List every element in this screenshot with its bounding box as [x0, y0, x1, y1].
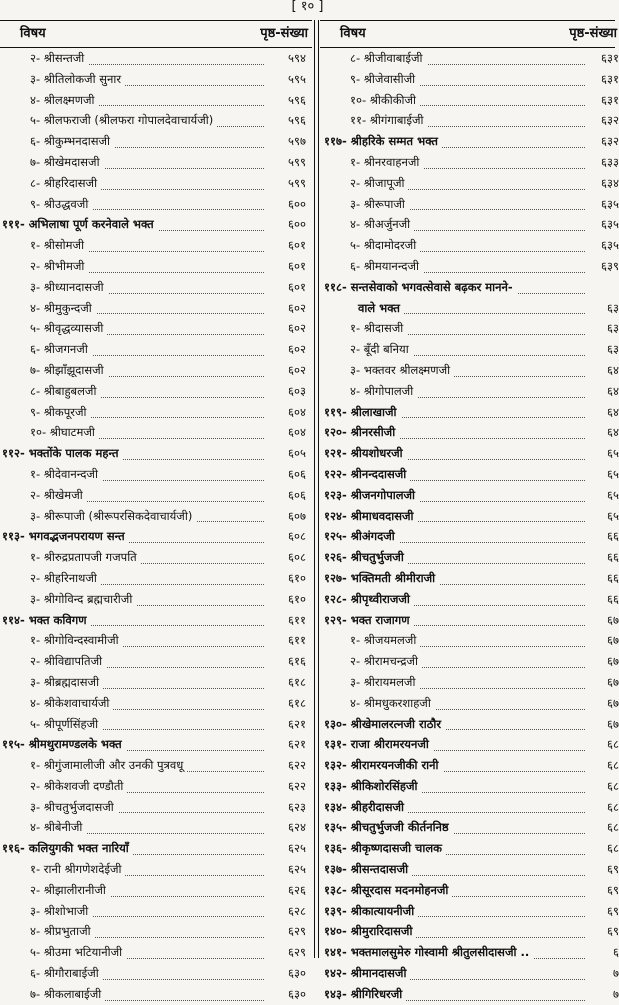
entry-page-number: ६०५ [288, 446, 306, 461]
toc-subentry [0, 152, 312, 173]
entry-title: ३- श्रीध्यानदासजी [30, 280, 108, 294]
toc-entry [320, 443, 619, 464]
entry-page-number: ६३१ [601, 92, 619, 107]
entry-title: १४२- श्रीमानदासजी [324, 966, 410, 980]
toc-subentry [0, 173, 312, 194]
entry-title: १३४- श्रीहरीदासजी [324, 800, 408, 814]
toc-subentry [0, 921, 312, 942]
entry-page-number: ६२४ [288, 820, 306, 835]
entry-page-number: ६५ [607, 466, 619, 481]
entry-page-number: ६०४ [288, 425, 306, 440]
toc-subentry [320, 235, 619, 256]
entry-page-number: ६ [613, 945, 619, 960]
entry-title: ५- श्रीउमा भटियानीजी [30, 945, 126, 959]
entry-title: ६- श्रीकुम्भनदासजी [30, 134, 114, 148]
entry-title: २- श्रीविद्यापतिजी [30, 654, 106, 668]
entry-page-number: ६३२ [601, 113, 619, 128]
entry-page-number: ६०१ [288, 279, 306, 294]
toc-entry [320, 589, 619, 610]
entry-page-number: ६१८ [288, 695, 306, 710]
entry-title: ३- श्रीरायमलजी [350, 675, 419, 689]
entry-title: १- रानी श्रीगणेशदेईजी [30, 862, 125, 876]
toc-entry [320, 817, 619, 838]
entry-title: ११२- भक्तोंके पालक महन्त [2, 446, 123, 460]
toc-entry [320, 984, 619, 1005]
entry-title: १३५- श्रीचतुर्भुजजी कीर्तननिष्ठ [324, 820, 453, 834]
entry-title: ९- श्रीकपूरजी [30, 405, 90, 419]
toc-subentry [320, 152, 619, 173]
entry-page-number: ६६ [607, 529, 619, 544]
entry-title: १२६- श्रीचतुर्भुजजी [324, 550, 408, 564]
toc-entry [320, 859, 619, 880]
entry-page-number: ६७ [607, 695, 619, 710]
toc-subentry [0, 131, 312, 152]
entry-page-number: ६३१ [601, 71, 619, 86]
entry-page-number: ६३ [607, 342, 619, 357]
toc-entry-continuation [320, 298, 619, 319]
toc-subentry [0, 402, 312, 423]
entry-page-number: ६९ [607, 862, 619, 877]
entry-title: १२३- श्रीजनगोपालजी [324, 488, 419, 502]
entry-title: ११४- भक्त कविगण [2, 613, 91, 627]
left-column-header [0, 20, 312, 48]
entry-page-number: ६५ [607, 508, 619, 523]
entry-page-number: ६८ [607, 820, 619, 835]
toc-subentry [0, 755, 312, 776]
entry-title: ३- श्रीतिलोकजी सुनार [30, 72, 125, 86]
entry-page-number: ७ [613, 966, 619, 981]
entry-title: ८- श्रीजीवाबाईजी [350, 51, 427, 65]
entry-page-number: ६३२ [601, 134, 619, 149]
toc-entry [320, 734, 619, 755]
entry-page-number: ६११ [288, 633, 306, 648]
entry-title: १३७- श्रीसन्तदासजी [324, 862, 412, 876]
entry-page-number: ६३३ [601, 154, 619, 169]
toc-subentry [320, 90, 619, 111]
entry-page-number: ६४ [607, 425, 619, 440]
entry-title: १०- श्रीघाटमजी [30, 425, 99, 439]
entry-page-number: ६६ [607, 570, 619, 585]
entry-page-number: ७ [613, 986, 619, 1001]
entry-page-number: ६२५ [288, 862, 306, 877]
entry-page-number: ६३० [288, 986, 306, 1001]
toc-subentry [0, 298, 312, 319]
toc-subentry [320, 339, 619, 360]
entry-page-number: ६९ [607, 882, 619, 897]
toc-entry [320, 547, 619, 568]
toc-subentry [0, 90, 312, 111]
entry-page-number: ६६ [607, 591, 619, 606]
entry-page-number: ६८ [607, 799, 619, 814]
toc-subentry [320, 110, 619, 131]
toc-subentry [0, 797, 312, 818]
entry-title: १३२- श्रीरामरयनजीकी रानी [324, 758, 443, 772]
entry-title: १- श्रीदासजी [350, 321, 407, 335]
entry-title: ४- श्रीलक्ष्मणजी [30, 93, 99, 107]
toc-entry [320, 776, 619, 797]
toc-entry [320, 838, 619, 859]
entry-page-number: ६२२ [288, 778, 306, 793]
entry-title: १- श्रीगोविन्दस्वामीजी [30, 633, 123, 647]
toc-entry [320, 485, 619, 506]
subject-heading: विषय [20, 26, 46, 41]
entry-page-number: ६२५ [288, 841, 306, 856]
entry-title: ५- श्रीवृद्धव्यासजी [30, 321, 107, 335]
entry-page-number: ५९४ [288, 51, 306, 65]
entry-title: १- श्रीरुद्रप्रतापजी गजपति [30, 550, 141, 564]
toc-entry [320, 901, 619, 922]
entry-page-number: ६०२ [288, 342, 306, 357]
page-count-heading: पृष्ठ-संख्या [569, 26, 617, 41]
entry-page-number: ६७ [607, 612, 619, 627]
toc-subentry [320, 318, 619, 339]
entry-page-number: ६०७ [288, 508, 306, 523]
column-divider-inner [318, 20, 319, 958]
right-column-header [320, 20, 615, 48]
entry-title: १३८- श्रीसूरदास मदनमोहनजी [324, 883, 452, 897]
entry-title: ७- श्रीखेमदासजी [30, 155, 104, 169]
right-column [320, 20, 619, 1005]
entry-page-number: ६७ [607, 654, 619, 669]
entry-title: २- श्रीभीमजी [30, 259, 88, 273]
entry-title: २- श्रीझालीरानीजी [30, 883, 110, 897]
entry-title: ३- श्रीगोविन्द ब्रह्मचारीजी [30, 592, 136, 606]
left-column [0, 20, 312, 1005]
entry-title: १११- अभिलाषा पूर्ण करनेवाले भक्त [2, 217, 158, 231]
entry-title: १४३- श्रीगिरिधरजी [324, 987, 406, 1001]
toc-subentry [320, 69, 619, 90]
entry-title: ३- श्रीरूपाजी (श्रीरूपरसिकदेवाचार्यजी) [30, 509, 196, 523]
toc-subentry [0, 942, 312, 963]
toc-subentry [0, 714, 312, 735]
toc-entry [0, 734, 312, 755]
entry-title: २- बूँदी बनिया [350, 342, 413, 356]
entry-title: १०- श्रीकीकीजी [350, 93, 420, 107]
entry-title: १४०- श्रीमुरारिदासजी [324, 924, 416, 938]
entry-page-number: ६२१ [288, 716, 306, 731]
entry-page-number: ६०२ [288, 300, 306, 315]
entry-title: २- श्रीहरिनाथजी [30, 571, 101, 585]
entry-title: ४- श्रीमुकुन्दजी [30, 301, 96, 315]
entry-title: २- श्रीखेमजी [30, 488, 87, 502]
entry-page-number: ६२२ [288, 758, 306, 773]
toc-subentry [0, 110, 312, 131]
entry-title: ४- श्रीकेशवाचार्यजी [30, 696, 113, 710]
toc-subentry [0, 859, 312, 880]
toc-subentry [0, 776, 312, 797]
toc-entry [320, 464, 619, 485]
toc-subentry [0, 984, 312, 1005]
entry-title: ११६- कलियुगकी भक्त नारियाँ [2, 841, 133, 855]
entry-title: १२५- श्रीअंगदजी [324, 529, 399, 543]
entry-title: १२०- श्रीनरसीजी [324, 425, 399, 439]
entry-page-number: ५९७ [288, 134, 306, 149]
entry-page-number: ६५ [607, 487, 619, 502]
entry-title: २- श्रीसन्तजी [30, 51, 88, 65]
entry-page-number: ६१० [288, 591, 306, 606]
toc-subentry [320, 256, 619, 277]
toc-subentry [0, 589, 312, 610]
toc-subentry [0, 651, 312, 672]
entry-page-number: ६४ [607, 383, 619, 398]
toc-subentry [320, 651, 619, 672]
entry-page-number: ५९९ [288, 175, 306, 190]
entry-page-number: ६३० [288, 966, 306, 981]
entry-page-number: ६७ [607, 674, 619, 689]
entry-title: ११- श्रीगंगाबाईजी [350, 113, 428, 127]
toc-subentry [0, 277, 312, 298]
toc-subentry [320, 672, 619, 693]
column-divider [314, 20, 315, 958]
entry-page-number: ५९५ [288, 71, 306, 86]
entry-page-number: ६४ [607, 404, 619, 419]
entry-page-number: ५९९ [288, 154, 306, 169]
entry-page-number: ६६ [607, 550, 619, 565]
entry-page-number: ६०८ [288, 550, 306, 565]
entry-title: १३९- श्रीकात्यायनीजी [324, 904, 418, 918]
entry-title: २- श्रीरामचन्द्रजी [350, 654, 422, 668]
toc-subentry [0, 256, 312, 277]
entry-page-number: ६०२ [288, 362, 306, 377]
entry-title: ९- श्रीउद्धवजी [30, 197, 92, 211]
entry-page-number: ६०१ [288, 238, 306, 253]
entry-title: १- श्रीगुंजामालीजी और उनकी पुत्रवधू [30, 758, 187, 772]
toc-entry [320, 880, 619, 901]
toc-subentry [320, 360, 619, 381]
toc-subentry [0, 235, 312, 256]
entry-page-number: ६३५ [601, 196, 619, 211]
entry-page-number: ६०० [288, 196, 306, 211]
toc-entry [0, 214, 312, 235]
toc-entry [320, 610, 619, 631]
entry-title: १- श्रीदेवानन्दजी [30, 467, 102, 481]
toc-entry [320, 921, 619, 942]
entry-title: ११५- श्रीमथुरामण्डलके भक्त [2, 737, 126, 751]
entry-title: ३- श्रीरूपाजी [350, 197, 409, 211]
entry-page-number: ६१८ [288, 674, 306, 689]
toc-entry [320, 277, 615, 298]
toc-subentry [320, 693, 619, 714]
entry-page-number: ६८ [607, 737, 619, 752]
entry-title: ३- श्रीब्रह्मदासजी [30, 675, 103, 689]
toc-subentry [320, 194, 619, 215]
entry-title: १२२- श्रीनन्ददासजी [324, 467, 410, 481]
entry-page-number: ६२९ [288, 945, 306, 960]
toc-subentry [0, 69, 312, 90]
entry-title: ११९- श्रीलाखाजी [324, 405, 401, 419]
entry-title: १- श्रीसोमजी [30, 238, 88, 252]
entry-title: १४१- भक्तमालसुमेरु गोस्वामी श्रीतुलसीदासजी .. [324, 945, 533, 959]
entry-title: १- श्रीनरवाहनजी [350, 155, 423, 169]
entry-title: ३- श्रीशोभाजी [30, 904, 92, 918]
entry-title: ७- श्रीकलाबाईजी [30, 987, 105, 1001]
entry-page-number: ६२१ [288, 737, 306, 752]
entry-title: ११३- भगवद्भजनपरायण सन्त [2, 529, 129, 543]
entry-title: १२१- श्रीयशोधरजी [324, 446, 407, 460]
toc-subentry [0, 339, 312, 360]
toc-entry [320, 797, 619, 818]
toc-subentry [0, 360, 312, 381]
entry-page-number: ६३ [607, 300, 619, 315]
entry-title: ९- श्रीजेवासीजी [350, 72, 419, 86]
right-entry-list [320, 48, 619, 1005]
entry-title: ५- श्रीपूर्णसिंहजी [30, 717, 102, 731]
toc-subentry [320, 630, 619, 651]
entry-page-number: ६२३ [288, 799, 306, 814]
toc-entry [320, 422, 619, 443]
toc-subentry [0, 381, 312, 402]
entry-page-number: ६४ [607, 362, 619, 377]
entry-page-number: ६३ [607, 321, 619, 336]
entry-page-number: ६३५ [601, 217, 619, 232]
entry-page-number: ६०८ [288, 529, 306, 544]
entry-title: वाले भक्त [358, 301, 404, 315]
entry-title: ३- भक्तवर श्रीलक्ष्मणजी [350, 363, 454, 377]
toc-entry [0, 526, 312, 547]
entry-page-number: ६३४ [601, 175, 619, 190]
toc-entry [320, 568, 619, 589]
toc-entry [320, 963, 619, 984]
entry-title: १२८- श्रीपृथ्वीराजजी [324, 592, 414, 606]
toc-subentry [0, 485, 312, 506]
entry-title: ८- श्रीबाहुबलजी [30, 384, 100, 398]
toc-entry [320, 755, 619, 776]
toc-subentry [0, 817, 312, 838]
entry-page-number: ६०० [288, 217, 306, 232]
entry-title: १३०- श्रीखेमालरत्नजी राठौर [324, 717, 445, 731]
toc-entry [0, 610, 312, 631]
page-number: [ १० ] [291, 0, 324, 14]
entry-title: ४- श्रीबेनीजी [30, 820, 86, 834]
toc-subentry [0, 693, 312, 714]
entry-title: ४- श्रीमधुकरशाहजी [350, 696, 435, 710]
entry-title: १३६- श्रीकृष्णदासजी चालक [324, 841, 446, 855]
entry-page-number: ६९ [607, 903, 619, 918]
entry-page-number: ६१० [288, 570, 306, 585]
toc-subentry [0, 963, 312, 984]
entry-page-number: ६५ [607, 446, 619, 461]
entry-page-number: ६०२ [288, 321, 306, 336]
entry-page-number: ६११ [288, 612, 306, 627]
toc-subentry [320, 173, 619, 194]
toc-entry [320, 402, 619, 423]
entry-title: ७- श्रीझाँझूदासजी [30, 363, 108, 377]
toc-subentry [320, 381, 619, 402]
toc-subentry [320, 214, 619, 235]
entry-title: १२९- भक्त राजागण [324, 613, 414, 627]
entry-title: १३३- श्रीकिशोरसिंहजी [324, 779, 422, 793]
subject-heading: विषय [340, 26, 366, 41]
entry-title: ६- श्रीमयानन्दजी [350, 259, 423, 273]
entry-page-number: ६९ [607, 924, 619, 939]
toc-entry [0, 838, 312, 859]
entry-page-number: ६०१ [288, 258, 306, 273]
toc-subentry [0, 672, 312, 693]
entry-title: ४- श्रीगोपालजी [350, 384, 417, 398]
entry-page-number: ६०६ [288, 487, 306, 502]
entry-page-number: ५९६ [288, 92, 306, 107]
entry-title: २- श्रीजापूजी [350, 176, 408, 190]
entry-page-number: ६७ [607, 716, 619, 731]
toc-subentry [0, 880, 312, 901]
entry-title: १- श्रीजयमलजी [350, 633, 420, 647]
toc-entry [320, 506, 619, 527]
toc-entry [320, 714, 619, 735]
left-entry-list [0, 48, 312, 1005]
entry-page-number: ६३१ [601, 51, 619, 65]
entry-page-number: ६८ [607, 758, 619, 773]
toc-subentry [0, 422, 312, 443]
entry-page-number: ६०३ [288, 383, 306, 398]
toc-entry [320, 131, 619, 152]
entry-page-number: ६२९ [288, 924, 306, 939]
page-count-heading: पृष्ठ-संख्या [260, 26, 308, 41]
toc-subentry [0, 506, 312, 527]
toc-subentry [320, 48, 619, 69]
entry-page-number: ६८ [607, 778, 619, 793]
toc-subentry [0, 464, 312, 485]
toc-subentry [0, 194, 312, 215]
entry-title: ६- श्रीगौराबाईजी [30, 966, 103, 980]
entry-title: १३१- राजा श्रीरामरयनजी [324, 737, 433, 751]
entry-page-number: ५९६ [288, 113, 306, 128]
toc-entry [0, 443, 312, 464]
entry-title: १२४- श्रीमाधवदासजी [324, 509, 418, 523]
toc-subentry [0, 547, 312, 568]
entry-title: ३- श्रीचतुर्भुजदासजी [30, 800, 118, 814]
entry-page-number: ६२८ [288, 903, 306, 918]
entry-title: १२७- भक्तिमती श्रीमीराजी [324, 571, 439, 585]
toc-subentry [0, 630, 312, 651]
entry-title: ५- श्रीदामोदरजी [350, 238, 420, 252]
entry-title: ४- श्रीअर्जुनजी [350, 217, 414, 231]
toc-subentry [0, 901, 312, 922]
toc-subentry [0, 48, 312, 69]
entry-page-number: ६०४ [288, 404, 306, 419]
entry-page-number: ६३९ [601, 258, 619, 273]
entry-title: २- श्रीकेशवजी दण्डौती [30, 779, 127, 793]
entry-title: ६- श्रीजगनजी [30, 342, 92, 356]
entry-page-number: ६७ [607, 633, 619, 648]
entry-page-number: ६३५ [601, 238, 619, 253]
entry-page-number: ६१६ [288, 654, 306, 669]
entry-title: ८- श्रीहरिदासजी [30, 176, 101, 190]
entry-title: ११८- सन्तसेवाको भगवत्सेवासे बढ़कर मानने- [324, 280, 517, 294]
entry-title: ५- श्रीलफराजी (श्रीलफरा गोपालदेवाचार्यजी) [30, 113, 217, 127]
toc-entry [320, 526, 619, 547]
entry-title: ११७- श्रीहरिके सम्मत भक्त [324, 134, 442, 148]
toc-subentry [0, 318, 312, 339]
toc-entry [320, 942, 619, 963]
entry-title: ४- श्रीप्रभुताजी [30, 924, 95, 938]
entry-page-number: ६०६ [288, 466, 306, 481]
entry-page-number: ६८ [607, 841, 619, 856]
toc-subentry [0, 568, 312, 589]
entry-page-number: ६२६ [288, 882, 306, 897]
